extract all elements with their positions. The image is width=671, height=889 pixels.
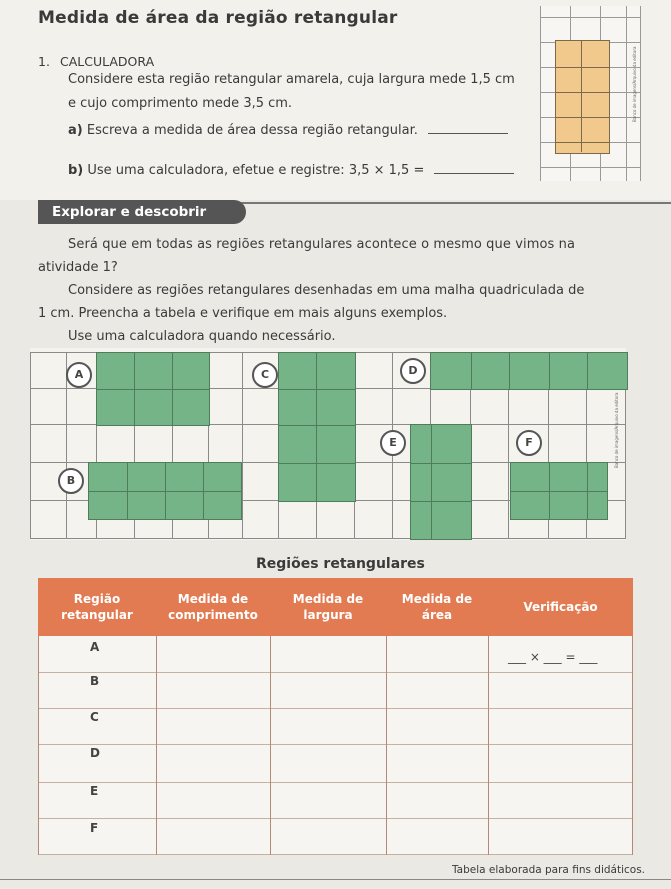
item-b <box>68 163 514 178</box>
header-region: Região retangular <box>38 578 156 636</box>
region-a <box>96 352 210 426</box>
bottom-rule <box>0 879 671 880</box>
section-divider <box>240 202 671 204</box>
row-a-label: A <box>90 640 100 654</box>
item-a <box>68 123 508 138</box>
explore-paragraph-1-line-1: Será que em todas as regiões retangulares acontece o mesmo que vimos na <box>68 237 576 252</box>
region-d <box>430 352 628 390</box>
explore-paragraph-3: Use uma calculadora quando necessário. <box>68 329 336 344</box>
question-number: 1. <box>38 54 50 69</box>
grid-figure-credit: Banco de imagens/Arquivo da editora <box>614 392 619 468</box>
question-heading: CALCULADORA <box>60 54 155 69</box>
page-title: Medida de área da região retangular <box>38 8 398 28</box>
question-line-1: Considere esta região retangular amarela, cuja largura mede 1,5 cm <box>68 72 515 87</box>
explore-paragraph-2-line-1: Considere as regiões retangulares desenhadas em uma malha quadriculada de <box>68 283 585 298</box>
explore-paragraph-1-line-2: atividade 1? <box>38 260 118 275</box>
answer-a-blank[interactable] <box>428 132 508 134</box>
region-b <box>88 462 242 520</box>
row-c-label: C <box>90 710 99 724</box>
top-figure-credit: Banco de imagens/Arquivo da editora <box>632 46 637 122</box>
header-length: Medida de comprimento <box>156 578 270 636</box>
region-a-label: A <box>66 362 92 388</box>
regions-table <box>38 578 633 855</box>
table-source: Tabela elaborada para fins didáticos. <box>452 864 645 876</box>
header-area: Medida de área <box>386 578 488 636</box>
row-d-label: D <box>90 746 100 760</box>
regions-grid-figure <box>30 348 626 540</box>
yellow-rectangle-grid <box>540 6 641 181</box>
region-c-label: C <box>252 362 278 388</box>
item-a-label: a) <box>68 123 83 138</box>
region-d-label: D <box>400 358 426 384</box>
verification-template: ___ × ___ = ___ <box>508 650 598 664</box>
row-e-label: E <box>90 784 99 798</box>
item-a-text: Escreva a medida de área dessa região retangular. <box>86 123 418 138</box>
region-b-label: B <box>58 468 84 494</box>
yellow-rectangle <box>555 40 610 154</box>
item-b-text: Use uma calculadora, efetue e registre: 3,5 × 1,5 = <box>87 163 425 178</box>
header-width: Medida de largura <box>270 578 386 636</box>
row-f-label: F <box>90 821 99 835</box>
explore-paragraph-2-line-2: 1 cm. Preencha a tabela e verifique em mais alguns exemplos. <box>38 306 448 321</box>
region-f-label: F <box>516 430 542 456</box>
region-e <box>410 424 472 540</box>
region-f <box>510 462 608 520</box>
region-e-label: E <box>380 430 406 456</box>
question-line-2: e cujo comprimento mede 3,5 cm. <box>68 96 293 111</box>
row-b-label: B <box>90 674 100 688</box>
region-c <box>278 352 356 502</box>
answer-b-blank[interactable] <box>434 172 514 174</box>
explore-badge: Explorar e descobrir <box>38 200 246 224</box>
table-title: Regiões retangulares <box>256 556 425 572</box>
header-verification: Verificação <box>488 578 633 636</box>
item-b-label: b) <box>68 163 84 178</box>
